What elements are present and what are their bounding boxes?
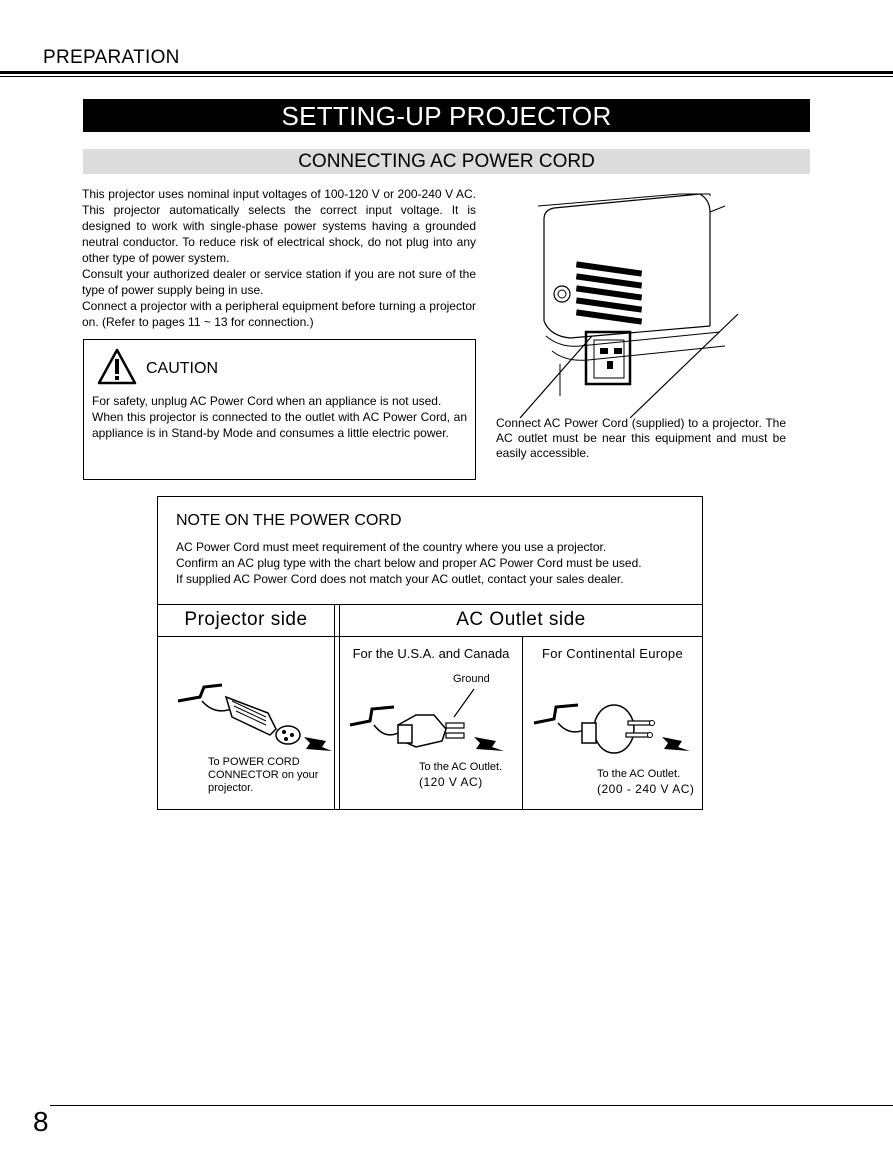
intro-paragraph-3: Connect a projector with a peripheral equipment before turning a projector on. (Refer to pages 11 ~ 13 for connection.) [82,299,476,329]
us-plug-caption: To the AC Outlet. [419,761,503,773]
header-rule-thick [0,71,893,74]
eu-plug-voltage: (200 - 240 V AC) [597,782,695,796]
section-subtitle: CONNECTING AC POWER CORD [83,149,810,174]
us-plug-illustration [346,685,516,761]
eu-plug-illustration [530,685,700,765]
table-divider-right [522,637,523,810]
usa-canada-label: For the U.S.A. and Canada [352,646,510,661]
note-line-3: If supplied AC Power Cord does not match your AC outlet, contact your sales dealer. [176,572,624,586]
note-text [176,539,696,587]
note-title: NOTE ON THE POWER CORD [176,512,402,529]
table-divider-left-double [339,604,340,810]
caution-paragraph-1: For safety, unplug AC Power Cord when an appliance is not used. [92,394,442,408]
caution-title: CAUTION [146,360,218,377]
intro-paragraph-1: This projector uses nominal input voltages of 100-120 V or 200-240 V AC. This projector automatically selects the correct input voltage. It is designed to work with single-phase power systems having a grounded neutral conductor. To reduce risk of electrical shock, do not plug into any other type of power system. [82,187,476,265]
section-label: PREPARATION [43,47,180,68]
page-number: 8 [33,1106,49,1137]
eu-plug-caption: To the AC Outlet. [597,768,681,780]
projector-illustration [510,186,800,418]
projector-connector-caption: To POWER CORD CONNECTOR on your projector. [208,756,319,794]
footer-rule [50,1105,893,1106]
ground-label: Ground [453,673,490,685]
note-box [157,496,703,810]
us-plug-voltage: (120 V AC) [419,775,483,789]
projector-side-header: Projector side [184,609,308,630]
note-line-1: AC Power Cord must meet requirement of the country where you use a projector. [176,540,607,554]
continental-europe-label: For Continental Europe [541,646,683,661]
table-header-border [158,636,702,637]
intro-text [82,186,476,330]
projector-caption: Connect AC Power Cord (supplied) to a projector. The AC outlet must be near this equipment and must be easily accessible. [496,416,786,460]
warning-icon [97,348,137,386]
caution-box [83,339,476,480]
page-title: SETTING-UP PROJECTOR [83,99,810,132]
projector-connector-plug-illustration [176,677,334,753]
intro-paragraph-2: Consult your authorized dealer or service station if you are not sure of the type of power supply being in use. [82,267,476,297]
caution-text [92,393,467,441]
caution-paragraph-2: When this projector is connected to the outlet with AC Power Cord, an appliance is in Stand-by Mode and consumes a little electric power. [92,410,467,440]
table-top-border [158,604,702,605]
ac-outlet-side-header: AC Outlet side [456,609,586,630]
note-line-2: Confirm an AC plug type with the chart below and proper AC Power Cord must be used. [176,556,642,570]
table-divider-left [334,604,335,810]
header-rule-thin [0,76,893,77]
